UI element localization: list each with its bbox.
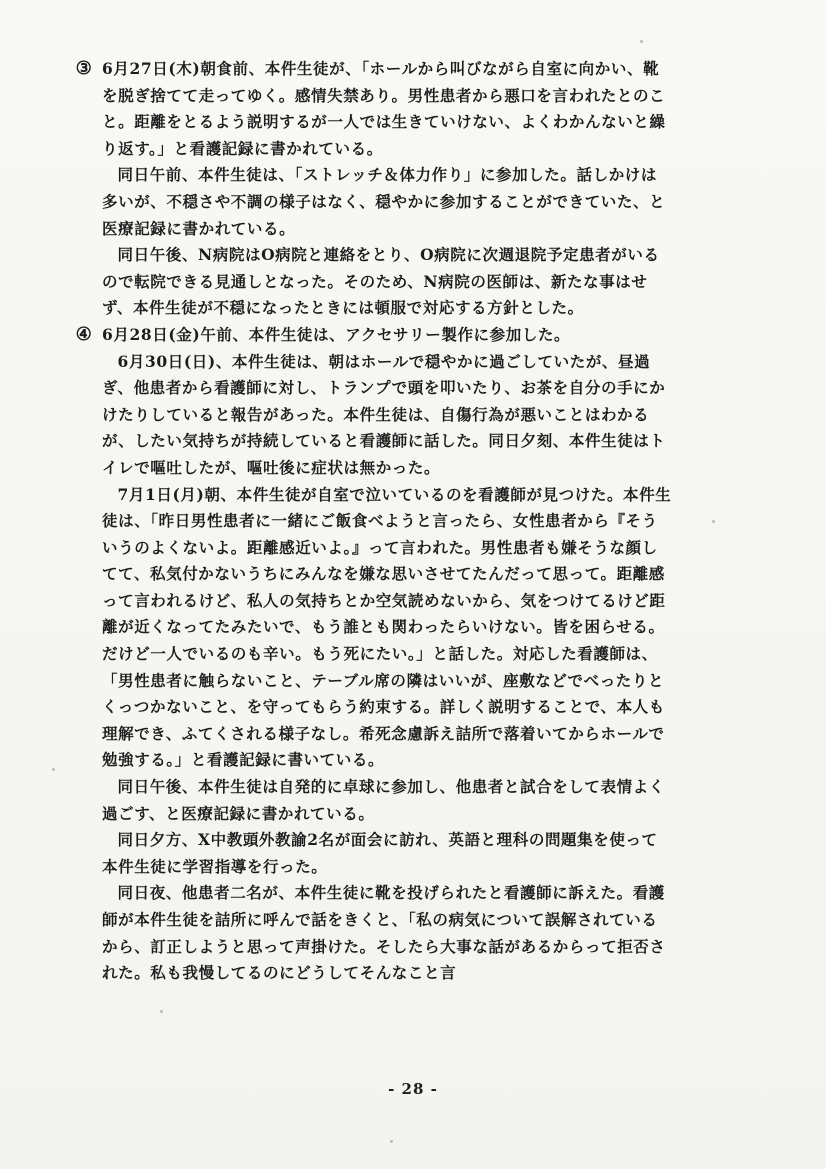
scan-speck (160, 1010, 163, 1013)
scan-speck (390, 1140, 393, 1143)
paragraph: 6月27日(木)朝食前、本件生徒が、「ホールから叫びながら自室に向かい、靴を脱ぎ捨てて走ってゆく。感情失禁あり。男性患者から悪口を言われたとのこと。距離をとるよう説明するが一人では生きていけない、よくわかんないと繰り返す。」と看護記録に書かれている。 (102, 59, 666, 158)
scan-speck (52, 768, 55, 771)
paragraph: 同日夜、他患者二名が、本件生徒に靴を投げられたと看護師に訴えた。看護師が本件生徒を詰所に呼んで話をきくと、「私の病気について誤解されているから、訂正しようと思って声掛けた。そしたら大事な話があるからって拒否された。私も我慢してるのにどうしてそんなこと言 (102, 883, 666, 983)
page-number: - 28 - (388, 1080, 438, 1098)
paragraph: 同日午後、N病院はO病院と連絡をとり、O病院に次週退院予定患者がいるので転院できる見通しとなった。そのため、N病院の医師は、新たな事はせず、本件生徒が不穏になったときには頓服で対応する方針とした。 (102, 245, 660, 318)
paragraph: 7月1日(月)朝、本件生徒が自室で泣いているのを看護師が見つけた。本件生徒は、「昨日男性患者に一緒にご飯食べようと言ったら、女性患者から『そういうのよくないよ。距離感近いよ。』って言われた。男性患者も嫌そうな顔してて、私気付かないうちにみんなを嫌な思いさせてたんだって思って。距離感って言われるけど、私人の気持ちとか空気読めないから、気をつけてるけど距離が近くなってたみたいで、もう誰とも関わったらいけない。皆を困らせる。だけど一人でいるのも辛い。もう死にたい。」と話した。対応した看護師は、「男性患者に触らないこと、テーブル席の隣はいいが、座敷などでべったりとくっつかないこと、を守ってもらう約束する。詳しく説明することで、本人も理解でき、ふてくされる様子なし。希死念慮訴え詰所で落着いてからホールで勉強する。」と看護記録に書いている。 (102, 484, 672, 770)
paragraph: 6月28日(金)午前、本件生徒は、アクセサリー製作に参加した。 (102, 324, 571, 344)
scan-speck (712, 520, 715, 523)
scan-speck (640, 40, 643, 43)
list-item-3 (72, 56, 672, 322)
paragraph: 同日午後、本件生徒は自発的に卓球に参加し、他患者と試合をして表情よく過ごす、と医療記録に書かれている。 (102, 777, 665, 823)
paragraph: 同日午前、本件生徒は、「ストレッチ＆体力作り」に参加した。話しかけは多いが、不穏さや不調の様子はなく、穏やかに参加することができていた、と医療記録に書かれている。 (102, 165, 666, 238)
paragraph: 6月30日(日)、本件生徒は、朝はホールで穏やかに過ごしていたが、昼過ぎ、他患者から看護師に対し、トランプで頭を叩いたり、お茶を自分の手にかけたりしていると報告があった。本件生徒は、自傷行為が悪いことはわかるが、したい気持ちが持続していると看護師に話した。同日夕刻、本件生徒はトイレで嘔吐したが、嘔吐後に症状は無かった。 (102, 351, 666, 477)
list-item-4 (72, 322, 672, 987)
document-body (72, 56, 672, 987)
paragraph: 同日夕方、X中教頭外教諭2名が面会に訪れ、英語と理科の問題集を使って本件生徒に学習指導を行った。 (102, 830, 658, 876)
item-marker: ④ (75, 323, 93, 345)
item-marker: ③ (75, 58, 93, 79)
